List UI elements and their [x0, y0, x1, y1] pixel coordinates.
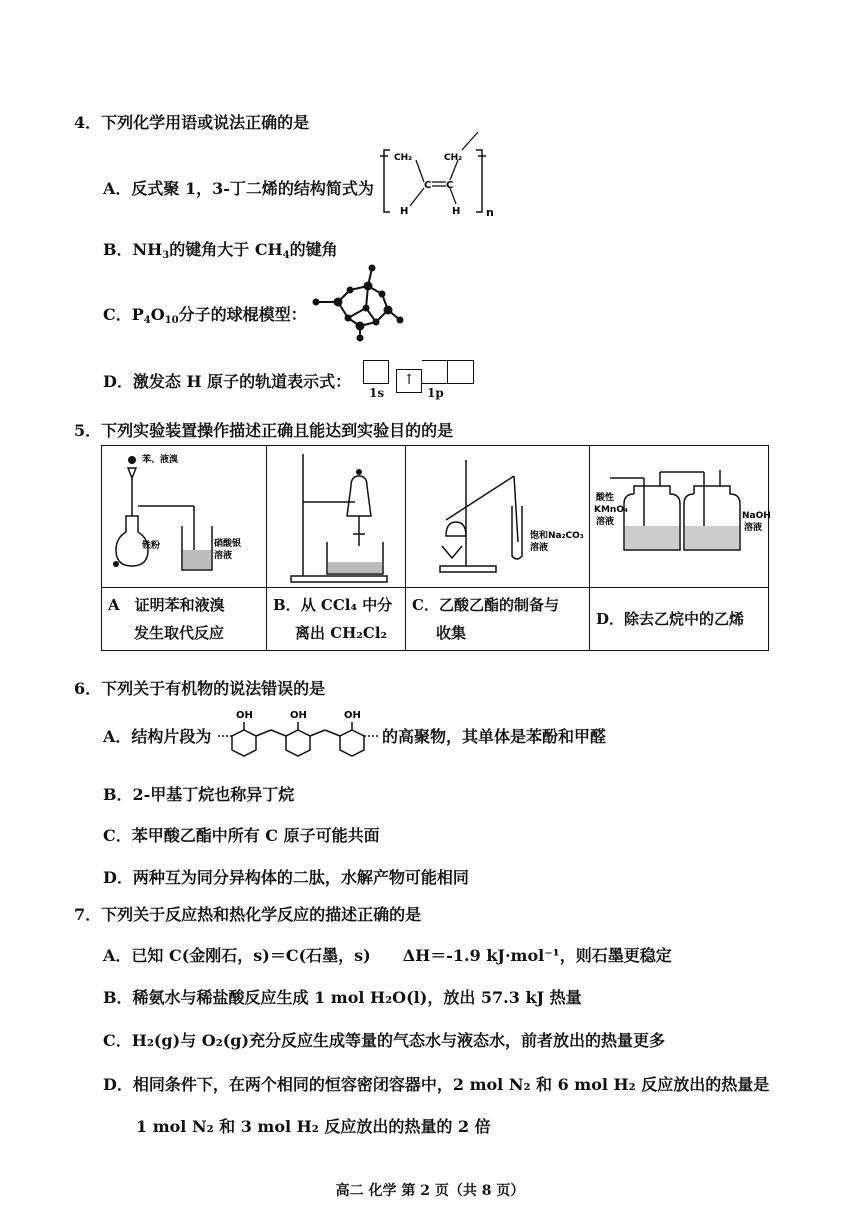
apparatus-b-drawing [267, 446, 405, 588]
q6-stem: 6．下列关于有机物的说法错误的是 [74, 679, 326, 698]
q6-option-a-pre: A．结构片段为 [103, 727, 212, 746]
q4-b-post: 的键角 [289, 240, 338, 259]
orbital-label-1s: 1s [369, 386, 385, 400]
label-solution-c: 溶液 [530, 543, 549, 553]
h-left-label: H [400, 206, 409, 217]
q4-option-c: C．$P_4O_{10}$分子的球棍模型： [103, 305, 307, 326]
phenol-formaldehyde-fragment [214, 708, 384, 764]
caption-b [267, 588, 406, 651]
q4-c-pre: C．P [103, 305, 144, 324]
caption-b-line2: 离出 CH₂Cl₂ [295, 624, 388, 642]
caption-c-line2: 收集 [436, 624, 467, 642]
label-silver-nitrate: 硝酸银 [214, 539, 242, 549]
p4o10-ball-stick-model [308, 262, 408, 342]
q4-b-pre: B．NH [103, 240, 163, 259]
q6-option-b: B．2-甲基丁烷也称异丁烷 [103, 785, 295, 804]
q7-option-d-line1: D．相同条件下，在两个相同的恒容密闭容器中，2 mol N₂ 和 6 mol H₂ 反应放出的热量是 [103, 1075, 770, 1094]
q7-option-a: A．已知 C(金刚石，s)＝C(石墨，s) ΔH＝-1.9 kJ·mol⁻¹，则石墨更稳定 [103, 946, 672, 965]
label-benzene-bromine: 苯、液溴 [142, 455, 179, 465]
svg-text:C: C [424, 180, 432, 191]
label-sat-na2co3: 饱和Na₂CO₃ [530, 531, 584, 541]
label-naoh: NaOH [742, 511, 771, 521]
apparatus-c-drawing [406, 446, 589, 588]
oh-label-1: OH [236, 710, 253, 721]
q7-option-d-line2: 1 mol N₂ 和 3 mol H₂ 反应放出的热量的 2 倍 [136, 1117, 491, 1136]
apparatus-a-drawing [102, 446, 266, 588]
ch2-left-label: CH₂ [394, 153, 413, 163]
oh-label-3: OH [344, 710, 361, 721]
q4-b-mid: 的键角大于 CH [169, 240, 283, 259]
apparatus-d-drawing [590, 446, 773, 588]
caption-a-line2: 发生取代反应 [134, 624, 225, 642]
oh-label-2: OH [290, 710, 307, 721]
q6-option-a-post: 的高聚物，其单体是苯酚和甲醛 [382, 727, 607, 746]
label-solution-d2: 溶液 [744, 523, 763, 533]
apparatus-c-cell [406, 446, 590, 588]
caption-d [590, 588, 769, 651]
q7-option-b: B．稀氨水与稀盐酸反应生成 1 mol H₂O(l)，放出 57.3 kJ 热量 [103, 988, 582, 1007]
label-acidic: 酸性 [596, 493, 615, 503]
q6-option-c: C．苯甲酸乙酯中所有 C 原子可能共面 [103, 826, 380, 845]
q4-option-d: D．激发态 H 原子的轨道表示式： [103, 372, 352, 391]
caption-d-line1: D．除去乙烷中的乙烯 [596, 610, 745, 628]
caption-c [406, 588, 590, 651]
q4-option-b: B．$NH_3$的键角大于 $CH_4$的键角 [103, 240, 338, 261]
q6-option-d: D．两种互为同分异构体的二肽，水解产物可能相同 [103, 868, 469, 887]
apparatus-a-cell [102, 446, 267, 588]
q4-stem: 4．下列化学用语或说法正确的是 [74, 113, 310, 132]
q7-stem: 7．下列关于反应热和热化学反应的描述正确的是 [74, 905, 422, 924]
q5-apparatus-table [101, 445, 769, 651]
page-footer: 高二 化学 第 2 页（共 8 页） [335, 1183, 525, 1199]
orbital-1s-box [363, 360, 389, 388]
q4-polymer-structure [380, 130, 494, 220]
q7-option-c: C．H₂(g)与 O₂(g)充分反应生成等量的气态水与液态水，前者放出的热量更多 [103, 1031, 666, 1050]
caption-a [102, 588, 267, 651]
q4-c-mid: O [150, 305, 165, 324]
q4-option-a: A．反式聚 1，3-丁二烯的结构简式为 [103, 179, 374, 198]
q4-c-post: 分子的球棍模型： [178, 305, 307, 324]
apparatus-b-cell [267, 446, 406, 588]
orbital-label-1p: 1p [427, 386, 444, 400]
ch2-right-label: CH₂ [444, 153, 463, 163]
q5-stem: 5．下列实验装置操作描述正确且能达到实验目的的是 [74, 421, 454, 440]
n-label: n [486, 206, 494, 219]
caption-b-line1: B．从 CCl₄ 中分 [273, 596, 393, 614]
caption-a-line1: A 证明苯和液溴 [108, 596, 225, 614]
caption-c-line1: C．乙酸乙酯的制备与 [412, 596, 559, 614]
label-kmno4: KMnO₄ [594, 505, 628, 515]
svg-text:C: C [446, 180, 454, 191]
apparatus-d-cell [590, 446, 769, 588]
label-solution-d1: 溶液 [596, 517, 615, 527]
h-right-label: H [452, 206, 461, 217]
orbital-arrow-up-icon: ↑ [396, 369, 422, 393]
label-solution-a: 溶液 [214, 551, 233, 561]
label-iron-powder: 铁粉 [142, 541, 161, 551]
